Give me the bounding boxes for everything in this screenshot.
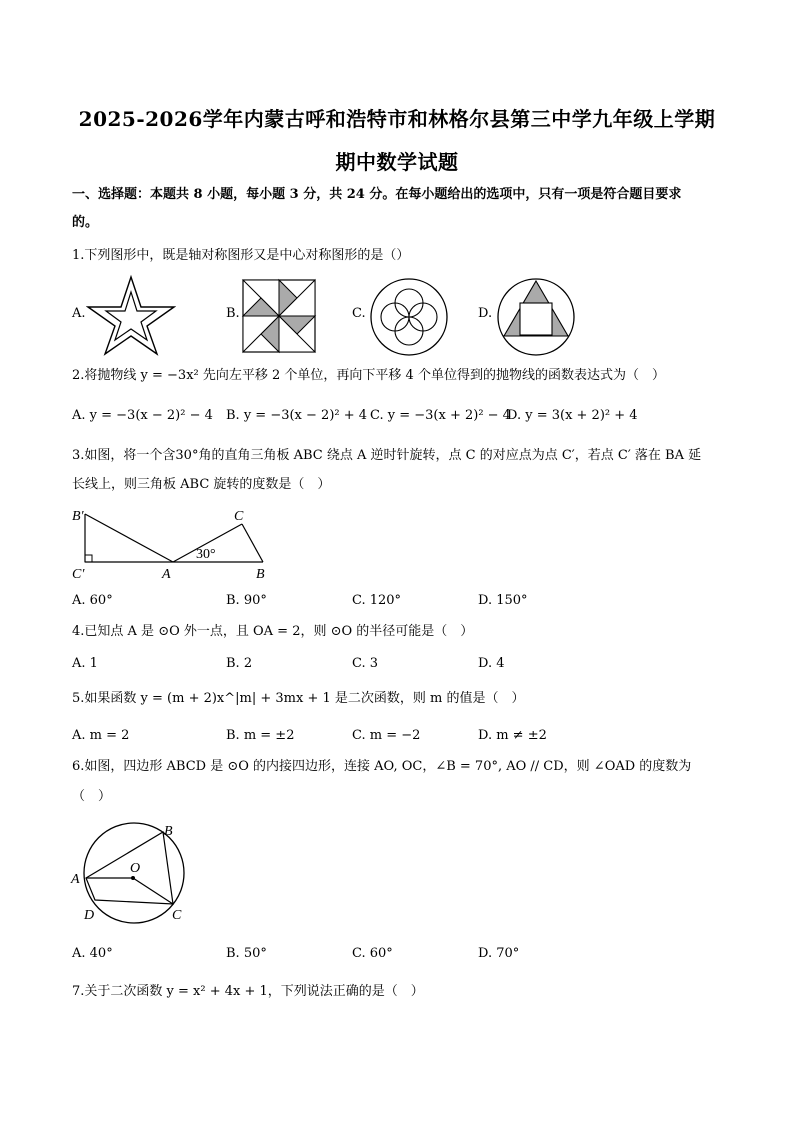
q5-option-a: A. m = 2 <box>72 728 130 743</box>
q4-option-a: A. 1 <box>72 656 98 671</box>
section-heading: 一、选择题：本题共 8 小题，每小题 3 分，共 24 分。在每小题给出的选项中，只有一项是符合题目要求 <box>72 187 682 202</box>
q6-option-c: C. 60° <box>352 946 393 961</box>
four-petal-circle-figure <box>368 276 450 358</box>
q5-option-d: D. m ≠ ±2 <box>478 728 547 743</box>
q1-option-c-label: C. <box>352 306 366 321</box>
q6-option-a: A. 40° <box>72 946 113 961</box>
circle-triangle-square-figure <box>495 276 577 358</box>
q1-option-d-label: D. <box>478 306 493 321</box>
q3-option-b: B. 90° <box>226 593 267 608</box>
question-5-stem: 5.如果函数 y = (m + 2)x^|m| + 3mx + 1 是二次函数，则 m 的值是（ ） <box>72 691 525 706</box>
q5-option-b: B. m = ±2 <box>226 728 295 743</box>
label-angle-30: 30° <box>196 547 216 562</box>
label-o: O <box>130 861 141 876</box>
q4-option-c: C. 3 <box>352 656 379 671</box>
question-1-stem: 1.下列图形中，既是轴对称图形又是中心对称图形的是（） <box>72 248 410 263</box>
q2-option-b: B. y = −3(x − 2)² + 4 <box>226 408 368 423</box>
q4-option-b: B. 2 <box>226 656 253 671</box>
label-a: A <box>71 872 80 887</box>
question-6-stem-line2: （ ） <box>72 789 112 804</box>
label-c-prime: C′ <box>72 567 85 582</box>
inscribed-quadrilateral-figure <box>68 816 198 928</box>
question-7-stem: 7.关于二次函数 y = x² + 4x + 1，下列说法正确的是（ ） <box>72 984 424 999</box>
question-6-stem-line1: 6.如图，四边形 ABCD 是 ⊙O 的内接四边形，连接 AO, OC，∠B = 70°, AO // CD，则 ∠OAD 的度数为 <box>72 759 692 774</box>
q3-option-c: C. 120° <box>352 593 402 608</box>
q6-option-b: B. 50° <box>226 946 267 961</box>
label-a: A <box>162 567 171 582</box>
double-star-figure <box>86 274 176 356</box>
label-c: C <box>234 509 244 524</box>
question-3-stem-line1: 3.如图，将一个含30°角的直角三角板 ABC 绕点 A 逆时针旋转，点 C 的对应点为点 C′，若点 C′ 落在 BA 延 <box>72 448 702 463</box>
q3-option-d: D. 150° <box>478 593 528 608</box>
q2-option-d: D. y = 3(x + 2)² + 4 <box>507 408 638 423</box>
q1-option-a-label: A. <box>72 306 86 321</box>
pinwheel-figure <box>241 278 317 354</box>
label-c: C <box>172 908 182 923</box>
q1-option-b-label: B. <box>226 306 240 321</box>
q3-option-a: A. 60° <box>72 593 113 608</box>
q6-option-d: D. 70° <box>478 946 520 961</box>
rotated-triangle-figure <box>68 500 278 584</box>
label-b: B <box>256 567 265 582</box>
document-title-line2: 期中数学试题 <box>335 150 459 174</box>
q5-option-c: C. m = −2 <box>352 728 421 743</box>
question-2-stem: 2.将抛物线 y = −3x² 先向左平移 2 个单位，再向下平移 4 个单位得到的抛物线的函数表达式为（ ） <box>72 368 665 383</box>
label-b: B <box>164 824 173 839</box>
label-d: D <box>84 908 95 923</box>
q2-option-a: A. y = −3(x − 2)² − 4 <box>72 408 213 423</box>
q2-option-c: C. y = −3(x + 2)² − 4 <box>370 408 511 423</box>
section-heading-cont: 的。 <box>72 215 99 230</box>
label-b-prime: B′ <box>72 509 84 524</box>
document-title-line1: 2025-2026学年内蒙古呼和浩特市和林格尔县第三中学九年级上学期 <box>78 107 716 131</box>
question-4-stem: 4.已知点 A 是 ⊙O 外一点，且 OA = 2，则 ⊙O 的半径可能是（ ） <box>72 624 474 639</box>
question-3-stem-line2: 长线上，则三角板 ABC 旋转的度数是（ ） <box>72 477 331 492</box>
q4-option-d: D. 4 <box>478 656 505 671</box>
